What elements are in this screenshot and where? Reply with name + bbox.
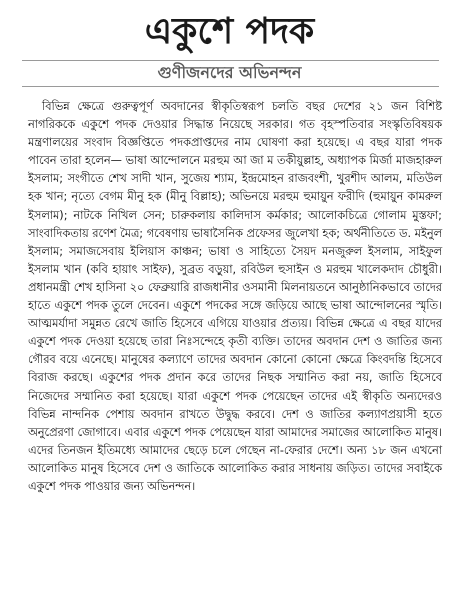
- article-subtitle: গুণীজনদের অভিনন্দন: [157, 63, 302, 82]
- masthead: [0, 0, 459, 92]
- article-title: একুশে পদক: [144, 11, 315, 52]
- subtitle-divider: [22, 86, 439, 87]
- article-body: [28, 98, 442, 496]
- article-paragraph: বিভিন্ন ক্ষেত্রে গুরুত্বপূর্ণ অবদানের স্বীকৃতিস্বরূপ চলতি বছর দেশের ২১ জন বিশিষ্ট নাগরিককে একুশে পদক দেওয়ার সিদ্ধান্ত নিয়েছে সরকার। গত বৃহস্পতিবার সংস্কৃতিবিষয়ক মন্ত্রণালয়ের সংবাদ বিজ্ঞপ্তিতে পদকপ্রাপ্তদের নাম ঘোষণা করা হয়েছে। এ বছর যারা পদক পাবেন তারা হলেন— ভাষা আন্দোলনে মরহুম আ জা ম তকীয়ুল্লাহ, অধ্যাপক মির্জা মাজহারুল ইসলাম; সংগীতে শেখ সাদী খান, সুজেয় শ্যাম, ইন্দ্রমোহন রাজবংশী, খুরশীদ আলম, মতিউল হক খান; নৃত্যে বেগম মীনু হক (মীনু বিল্লাহ); অভিনয়ে মরহুম হুমায়ুন ফরীদি (হুমায়ুন কামরুল ইসলাম); নাটকে নিখিল সেন; চারুকলায় কালিদাস কর্মকার; আলোকচিত্রে গোলাম মুস্তফা; সাংবাদিকতায় রণেশ মৈত্র; গবেষণায় ভাষাসৈনিক প্রফেসর জুলেখা হক; অর্থনীতিতে ড. মইনুল ইসলাম; সমাজসেবায় ইলিয়াস কাঞ্চন; ভাষা ও সাহিত্যে সৈয়দ মনজুরুল ইসলাম, সাইফুল ইসলাম খান (কবি হায়াৎ সাইফ), সুব্রত বড়ুয়া, রবিউল হুসাইন ও মরহুম খালেকদাদ চৌধুরী। প্রধানমন্ত্রী শেখ হাসিনা ২০ ফেব্রুয়ারি রাজধানীর ওসমানী মিলনায়তনে আনুষ্ঠানিকভাবে তাদের হাতে একুশে পদক তুলে দেবেন। একুশে পদকের সঙ্গে জড়িয়ে আছে ভাষা আন্দোলনের স্মৃতি। আত্মমর্যাদা সমুন্নত রেখে জাতি হিসেবে এগিয়ে যাওয়ার প্রত্যয়। বিভিন্ন ক্ষেত্রে এ বছর যাদের একুশে পদক দেওয়া হয়েছে তারা নিঃসন্দেহে কৃতী ব্যক্তি। তাদের অবদান দেশ ও জাতির জন্য গৌরব বয়ে এনেছে। মানুষের কল্যাণে তাদের অবদান কোনো কোনো ক্ষেত্রে কিংবদন্তি হিসেবে বিরাজ করছে। একুশের পদক প্রদান করে তাদের নিছক সম্মানিত করা নয়, জাতি হিসেবে নিজেদের সম্মানিত করা হয়েছে। যারা একুশে পদক পেয়েছেন তাদের এই স্বীকৃতি অন্যদেরও বিভিন্ন নান্দনিক পেশায় অবদান রাখতে উদ্বুদ্ধ করবে। দেশ ও জাতির কল্যাণপ্রয়াসী হতে অনুপ্রেরণা জোগাবে। এবার একুশে পদক পেয়েছেন যারা আমাদের সমাজের আলোকিত মানুষ। এদের তিনজন ইতিমধ্যে আমাদের ছেড়ে চলে গেছেন না-ফেরার দেশে। অন্য ১৮ জন এখনো আলোকিত মানুষ হিসেবে দেশ ও জাতিকে আলোকিত করার সাধনায় জড়িত। তাদের সবাইকে একুশে পদক পাওয়ার জন্য অভিনন্দন।: [28, 100, 442, 493]
- title-divider: [22, 60, 439, 61]
